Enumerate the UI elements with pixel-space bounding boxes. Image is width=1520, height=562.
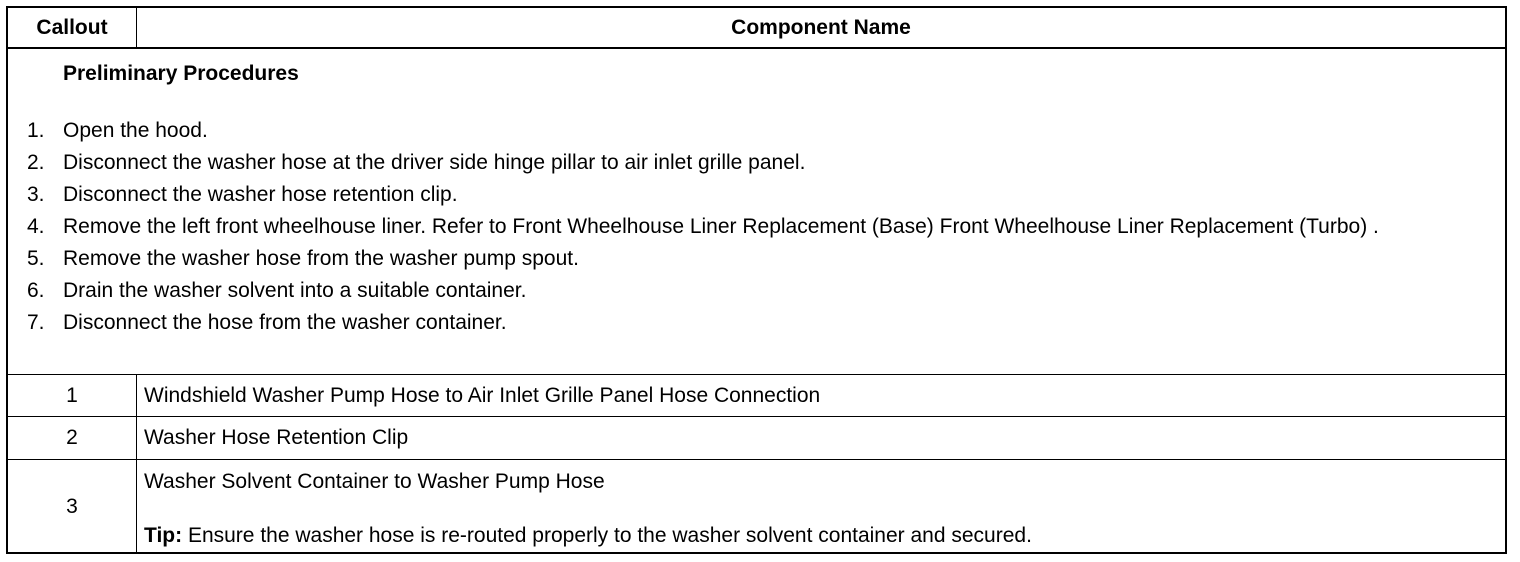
step-item <box>8 179 1485 210</box>
step-number: 5. <box>27 247 45 270</box>
step-text: Remove the washer hose from the washer pump spout. <box>63 247 579 270</box>
tip-note <box>144 523 1505 549</box>
component-name-cell: Washer Hose Retention Clip <box>144 426 409 449</box>
step-text: Disconnect the hose from the washer container. <box>63 311 507 334</box>
step-item <box>8 275 1485 306</box>
table-header-row <box>8 8 1505 49</box>
step-text: Disconnect the washer hose retention clip. <box>63 183 458 206</box>
step-number: 7. <box>27 311 45 334</box>
step-number: 2. <box>27 151 45 174</box>
table-row <box>8 460 1505 554</box>
component-name-cell: Windshield Washer Pump Hose to Air Inlet Grille Panel Hose Connection <box>144 383 821 407</box>
preliminary-steps-list <box>8 115 1485 339</box>
step-text: Remove the left front wheelhouse liner. Refer to Front Wheelhouse Liner Replacement (Base) Front Wheelhouse Liner Replacement (Turbo) . <box>63 215 1379 238</box>
step-item <box>8 243 1485 274</box>
callout-cell: 3 <box>8 460 137 554</box>
step-item <box>8 115 1485 146</box>
table-row <box>8 375 1505 417</box>
callout-cell: 2 <box>8 417 137 459</box>
component-table <box>6 6 1507 554</box>
tip-text: Ensure the washer hose is re-routed properly to the washer solvent container and secured. <box>182 524 1032 547</box>
component-name-text: Washer Solvent Container to Washer Pump Hose <box>144 470 605 493</box>
step-item <box>8 147 1485 178</box>
step-text: Open the hood. <box>63 119 208 142</box>
step-number: 6. <box>27 279 45 302</box>
preliminary-procedures-row <box>8 49 1505 375</box>
step-number: 1. <box>27 119 45 142</box>
step-text: Disconnect the washer hose at the driver side hinge pillar to air inlet grille panel. <box>63 151 806 174</box>
step-item <box>8 307 1485 338</box>
component-name-column-header: Component Name <box>731 15 911 39</box>
tip-label: Tip: <box>144 524 183 547</box>
table-row <box>8 417 1505 460</box>
preliminary-procedures-title: Preliminary Procedures <box>63 62 299 85</box>
step-number: 4. <box>27 215 45 238</box>
step-number: 3. <box>27 183 45 206</box>
callout-column-header: Callout <box>8 8 137 47</box>
component-name-cell <box>137 460 1505 554</box>
step-item <box>8 211 1485 242</box>
step-text: Drain the washer solvent into a suitable container. <box>63 279 527 302</box>
callout-cell: 1 <box>8 375 137 416</box>
